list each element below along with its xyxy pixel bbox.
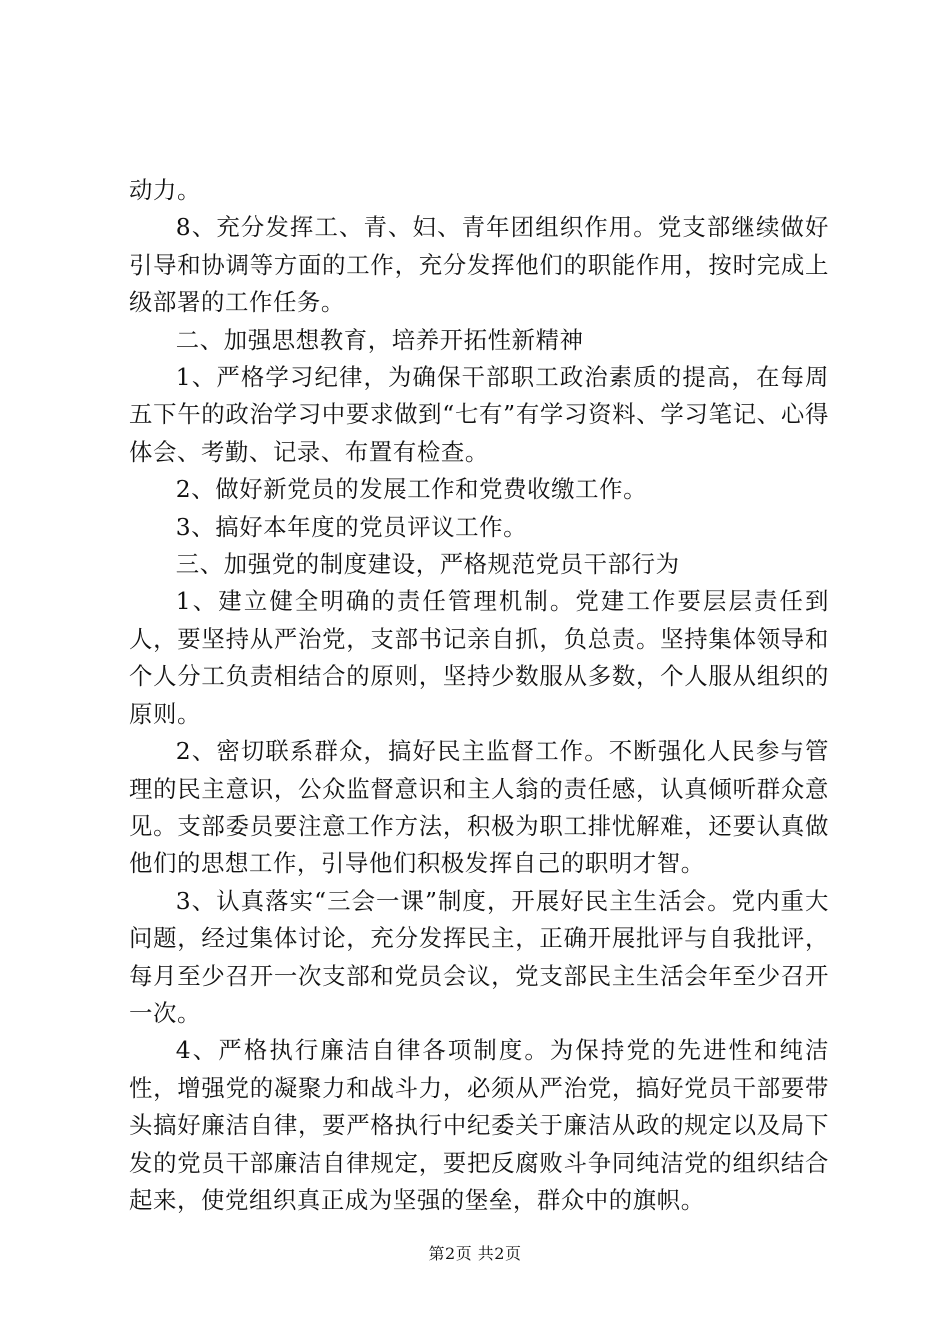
- paragraph-s3-item-4: 4、严格执行廉洁自律各项制度。为保持党的先进性和纯洁性，增强党的凝聚力和战斗力，必须从严治党，搞好党员干部要带头搞好廉洁自律，要严格执行中纪委关于廉洁从政的规定以及局下发的党员干部廉洁自律规定，要把反腐败斗争同纯洁党的组织结合起来，使党组织真正成为坚强的堡垒，群众中的旗帜。: [129, 1036, 829, 1214]
- paragraph-s2-item-2: 2、做好新党员的发展工作和党费收缴工作。: [175, 475, 648, 504]
- section-heading-3: 三、加强党的制度建设，严格规范党员干部行为: [175, 550, 680, 579]
- document-body: [129, 172, 829, 1219]
- paragraph-s2-item-1: 1、严格学习纪律，为确保干部职工政治素质的提高，在每周五下午的政治学习中要求做到“七有”有学习资料、学习笔记、心得体会、考勤、记录、布置有检查。: [129, 363, 829, 466]
- paragraph-s2-item-3: 3、搞好本年度的党员评议工作。: [175, 512, 528, 541]
- page-footer: [0, 1243, 950, 1265]
- paragraph-s3-item-2: 2、密切联系群众，搞好民主监督工作。不断强化人民参与管理的民主意识，公众监督意识和主人翁的责任感，认真倾听群众意见。支部委员要注意工作方法，积极为职工排忧解难，还要认真做他们的思想工作，引导他们积极发挥自己的职明才智。: [129, 737, 829, 878]
- paragraph-continuation: 动力。: [129, 176, 201, 204]
- section-heading-2: 二、加强思想教育，培养开拓性新精神: [175, 325, 584, 354]
- paragraph-item-8: 8、充分发挥工、青、妇、青年团组织作用。党支部继续做好引导和协调等方面的工作，充分发挥他们的职能作用，按时完成上级部署的工作任务。: [129, 213, 829, 317]
- paragraph-s3-item-3: 3、认真落实“三会一课”制度，开展好民主生活会。党内重大问题，经过集体讨论，充分发挥民主，正确开展批评与自我批评，每月至少召开一次支部和党员会议，党支部民主生活会年至少召开一次。: [129, 886, 829, 1027]
- paragraph-s3-item-1: 1、建立健全明确的责任管理机制。党建工作要层层责任到人，要坚持从严治党，支部书记亲自抓，负总责。坚持集体领导和个人分工负责相结合的原则，坚持少数服从多数，个人服从组织的原则。: [129, 587, 829, 728]
- page-number-label: 第2页 共2页: [428, 1244, 522, 1263]
